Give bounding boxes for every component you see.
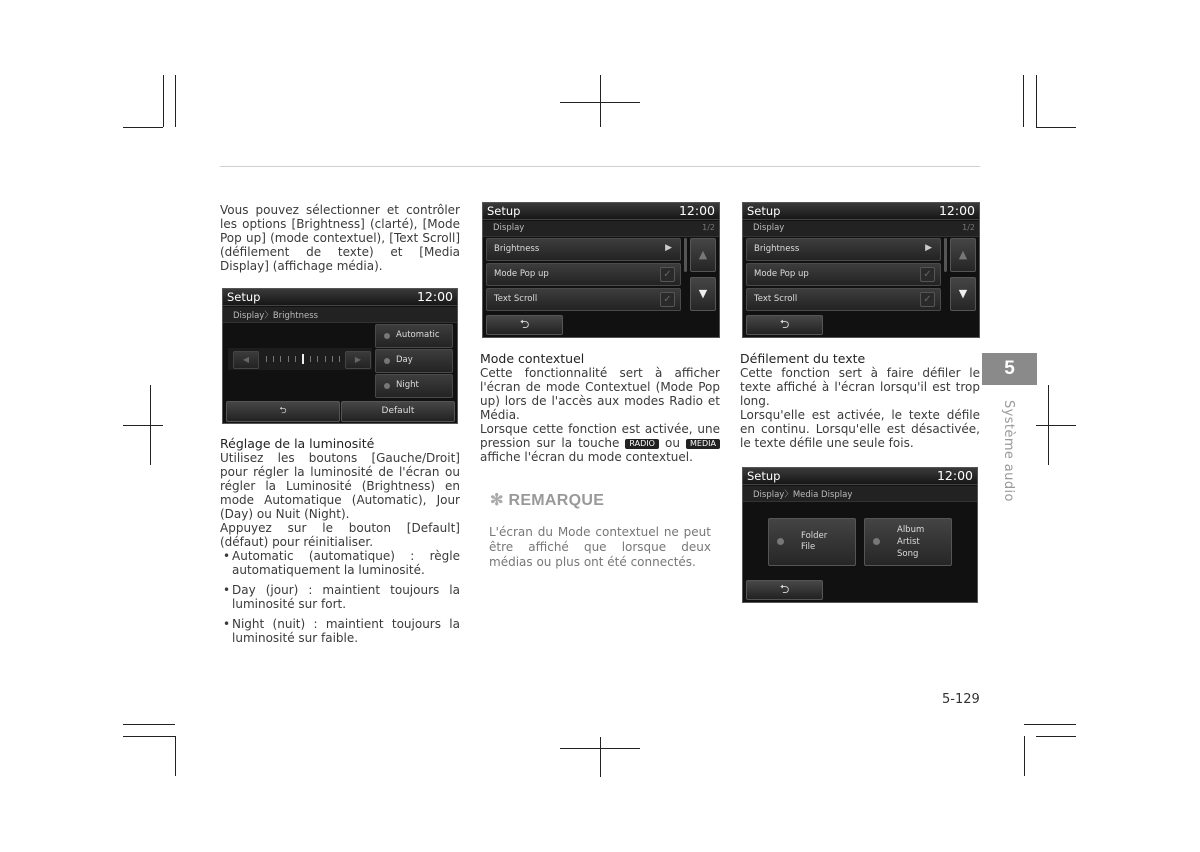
radio-dot-icon xyxy=(384,333,390,339)
checkbox-icon[interactable]: ✓ xyxy=(920,292,935,307)
scrollbar[interactable] xyxy=(684,238,687,272)
scroll-down-button[interactable]: ▼ xyxy=(690,277,716,311)
radio-dot-icon xyxy=(384,358,390,364)
radio-dot-icon xyxy=(873,538,880,545)
row-text-scroll[interactable]: Text Scroll ✓ xyxy=(746,288,941,311)
column-2-body xyxy=(480,352,720,464)
checkbox-icon[interactable]: ✓ xyxy=(660,267,675,282)
chevron-right-icon: ▶ xyxy=(925,243,932,253)
list-item: • Automatic (automatique) : règle automatiquement la luminosité. xyxy=(220,549,460,577)
screen-display-1 xyxy=(482,202,720,338)
right-arrow-icon[interactable]: ▶ xyxy=(345,351,371,369)
screen-title: Setup xyxy=(747,204,781,218)
radio-key-badge: RADIO xyxy=(625,439,659,449)
row-mode-pop-up[interactable]: Mode Pop up ✓ xyxy=(486,263,681,286)
radio-dot-icon xyxy=(384,383,390,389)
column-3-body xyxy=(740,352,980,450)
option-night[interactable]: Night xyxy=(375,374,453,398)
left-arrow-icon[interactable]: ◀ xyxy=(233,351,259,369)
mode-para-2: Lorsque cette fonction est activée, une pression sur la touche RADIO ou MEDIA affiche l'écran du mode contextuel. xyxy=(480,422,720,464)
list-item: • Day (jour) : maintient toujours la luminosité sur fort. xyxy=(220,583,460,611)
back-button[interactable]: ⮌ xyxy=(486,315,563,335)
brightness-slider[interactable] xyxy=(228,348,372,370)
screen-title-bar xyxy=(743,468,977,485)
screen-clock: 12:00 xyxy=(936,468,973,483)
brightness-options-list xyxy=(220,549,460,645)
checkbox-icon[interactable]: ✓ xyxy=(660,292,675,307)
note-text: L'écran du Mode contextuel ne peut être affiché que lorsque deux médias ou plus ont été connectés. xyxy=(489,525,711,569)
screen-media-display xyxy=(742,467,978,603)
screen-title: Setup xyxy=(487,204,521,218)
media-option-album-artist-song[interactable]: Album Artist Song xyxy=(864,518,952,566)
row-brightness[interactable]: Brightness ▶ xyxy=(486,238,681,261)
row-text-scroll[interactable]: Text Scroll ✓ xyxy=(486,288,681,311)
screen-subtitle: Display xyxy=(493,223,525,233)
column-1 xyxy=(220,203,460,273)
screen-clock: 12:00 xyxy=(938,203,975,218)
screen-breadcrumb: Display〉Brightness xyxy=(233,311,319,321)
list-item: • Night (nuit) : maintient toujours la luminosité sur faible. xyxy=(220,617,460,645)
header-rule xyxy=(220,166,980,167)
back-button[interactable]: ⮌ xyxy=(746,580,823,600)
brightness-para-2: Appuyez sur le bouton [Default] (défaut) pour réinitialiser. xyxy=(220,521,460,549)
column-1-body xyxy=(220,437,460,651)
scroll-down-button[interactable]: ▼ xyxy=(950,277,976,311)
scroll-para-2: Lorsqu'elle est activée, le texte défile en continu. Lorsqu'elle est désactivée, le texte défile une seule fois. xyxy=(740,408,980,450)
section-heading-brightness: Réglage de la luminosité xyxy=(220,436,375,451)
screen-display-2 xyxy=(742,202,980,338)
page-indicator: 1/2 xyxy=(962,223,975,232)
media-key-badge: MEDIA xyxy=(686,439,720,449)
screen-title-bar xyxy=(483,203,719,220)
chapter-title: Système audio xyxy=(1001,400,1016,502)
scroll-up-button[interactable]: ▲ xyxy=(950,238,976,272)
screen-title-bar xyxy=(223,289,457,306)
asterisk-icon: ✻ xyxy=(490,492,504,509)
screen-breadcrumb-bar xyxy=(743,486,977,502)
intro-text: Vous pouvez sélectionner et contrôler les options [Brightness] (clarté), [Mode Pop up] (mode contextuel), [Text Scroll] (défilement de texte) et [Media Display] (affichage média). xyxy=(220,203,460,273)
scrollbar[interactable] xyxy=(944,238,947,272)
section-heading-defilement: Défilement du texte xyxy=(740,351,866,366)
screen-breadcrumb-bar xyxy=(223,307,457,323)
option-day[interactable]: Day xyxy=(375,349,453,373)
back-button[interactable]: ⮌ xyxy=(226,401,340,422)
note-title: ✻ REMARQUE xyxy=(490,492,605,509)
checkbox-icon[interactable]: ✓ xyxy=(920,267,935,282)
chapter-number-tab: 5 xyxy=(982,353,1037,385)
screen-breadcrumb: Display〉Media Display xyxy=(753,490,853,500)
screen-subtitle-bar xyxy=(743,221,979,237)
brightness-ticks xyxy=(266,355,340,363)
option-automatic[interactable]: Automatic xyxy=(375,324,453,348)
screen-clock: 12:00 xyxy=(678,203,715,218)
back-button[interactable]: ⮌ xyxy=(746,315,823,335)
screen-title-bar xyxy=(743,203,979,220)
chevron-right-icon: ▶ xyxy=(665,243,672,253)
screen-title: Setup xyxy=(227,290,261,304)
page-number: 5-129 xyxy=(942,692,980,707)
scroll-para-1: Cette fonction sert à faire défiler le texte affiché à l'écran lorsqu'il est trop long. xyxy=(740,366,980,408)
screen-brightness xyxy=(222,288,458,424)
page-indicator: 1/2 xyxy=(702,223,715,232)
section-heading-mode-contextuel: Mode contextuel xyxy=(480,351,585,366)
screen-title: Setup xyxy=(747,469,781,483)
screen-subtitle: Display xyxy=(753,223,785,233)
media-option-folder-file[interactable]: Folder File xyxy=(768,518,856,566)
default-button[interactable]: Default xyxy=(341,401,455,422)
row-mode-pop-up[interactable]: Mode Pop up ✓ xyxy=(746,263,941,286)
radio-dot-icon xyxy=(777,538,784,545)
brightness-para-1: Utilisez les boutons [Gauche/Droit] pour régler la luminosité de l'écran ou régler la Luminosité (Brightness) en mode Automatique (Automatic), Jour (Day) ou Nuit (Night). xyxy=(220,451,460,521)
scroll-up-button[interactable]: ▲ xyxy=(690,238,716,272)
screen-clock: 12:00 xyxy=(416,289,453,304)
screen-subtitle-bar xyxy=(483,221,719,237)
mode-para-1: Cette fonctionnalité sert à afficher l'écran de mode Contextuel (Mode Pop up) lors de l'accès aux modes Radio et Média. xyxy=(480,366,720,422)
row-brightness[interactable]: Brightness ▶ xyxy=(746,238,941,261)
